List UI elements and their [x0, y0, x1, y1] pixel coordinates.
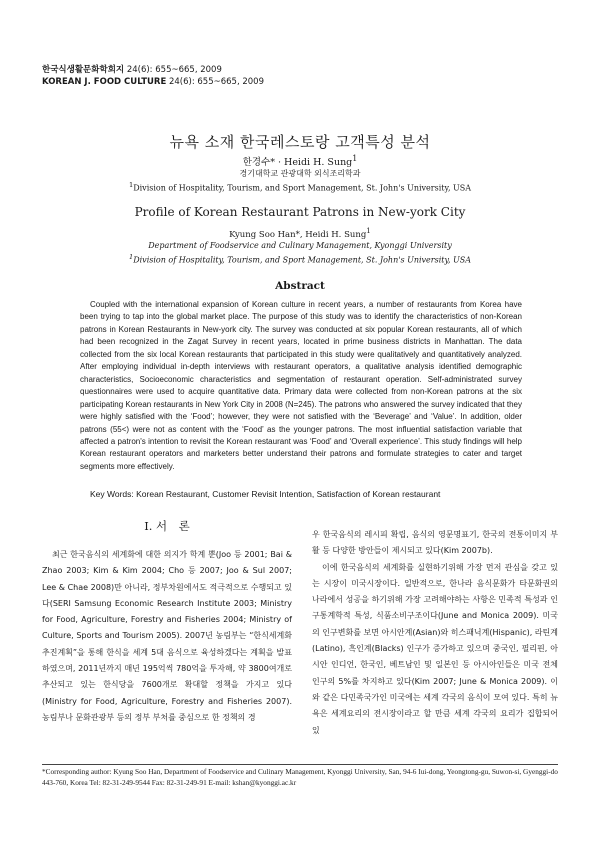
korean-authors [0, 154, 600, 168]
body-column-right [312, 527, 558, 739]
paragraph: 우 한국음식의 레시피 확립, 음식의 영문명표기, 한국의 전통이미지 부활 등 다양한 방안들이 제시되고 있다(Kim 2007b). [312, 530, 558, 556]
korean-affiliation: 경기대학교 관광대학 외식조리학과 [239, 169, 361, 178]
journal-volume: 24(6): 655~665, 2009 [124, 65, 222, 75]
body-column-left [42, 547, 292, 726]
keywords-label: Key Words: [90, 489, 134, 499]
english-title: Profile of Korean Restaurant Patrons in New-york City [134, 205, 466, 219]
paragraph: 이에 한국음식의 세계화를 실현하기위해 가장 먼저 관심을 갖고 있는 시장이 미국시장이다. 일반적으로, 한나라 음식문화가 타문화권의 나라에서 성공을 하기위해 가장 고려해야하는 사항은 민족적 특성과 인구통계학적 특성, 식품소비구조이다(June and Monica 2009). 미국의 인구변화를 보면 아시안계(Asian)와 히스패닉계(Hispanic), 라틴계(Latino), 흑인계(Blacks) 인구가 증가하고 있으며 중국인, 필리핀, 아시안 인디언, 한국인, 베트남인 및 일본인 등 아시아인들은 미국 전체 인구의 5%를 차지하고 있다(Kim 2007; June & Monica 2009). 이와 같은 다민족국가인 미국에는 세계 각국의 음식이 모여 있다. 특히 뉴욕은 세계요리의 전시장이라고 할 만큼 세계 각국의 요리가 집합되어 있 [312, 562, 558, 735]
english-author-sup: 1 [366, 226, 371, 235]
keywords [90, 489, 530, 499]
korean-author-names: 한경수* · Heidi H. Sung [242, 157, 353, 169]
korean-affiliation-2-sup: 1 [128, 181, 134, 189]
english-affiliation-2 [0, 253, 600, 265]
korean-affiliation-2-text: Division of Hospitality, Tourism, and Sport Management, St. John's University, USA [133, 183, 472, 193]
english-authors [0, 226, 600, 240]
journal-name-english: KOREAN J. FOOD CULTURE [42, 77, 167, 87]
english-affiliation: Department of Foodservice and Culinary Management, Kyonggi University [148, 241, 452, 250]
abstract-heading: Abstract [275, 280, 325, 292]
english-affiliation-2-text: Division of Hospitality, Tourism, and Sport Management, St. John's University, USA [133, 255, 472, 265]
paragraph: 최근 한국음식의 세계화에 대한 의지가 학계 뿐(Joo 등 2001; Bai & Zhao 2003; Kim & Kim 2004; Cho 등 2007; Joo & Sul 2007; Lee & Chae 2008)만 아니라, 정부차원에서도 적극적으로 수행되고 있다(SERI Samsung Economic Research Institute 2003; Ministry for Food, Agriculture, Forestry and Fisheries 2004; Ministry of Culture, Sports and Tourism 2005). 2007년 농림부는 “한식세계화 추진계획”을 통해 한식을 세계 5대 음식으로 육성하겠다는 계획을 발표하였으며, 2011년까지 매년 195억씩 780억을 투자해, 약 3800여개로 추산되고 있는 한식당을 7600개로 확대할 정책을 가지고 있다(Ministry for Food, Agriculture, Forestry and Fisheries 2007). 농림부나 문화관광부 등의 정부 부처를 중심으로 한 정책의 경 [42, 550, 292, 722]
footnote-divider [42, 764, 558, 765]
english-affiliation-2-sup: 1 [128, 253, 134, 261]
journal-name-korean: 한국식생활문화학회지 [42, 65, 125, 75]
section-heading: I. 서 론 [144, 519, 190, 533]
abstract-body: Coupled with the international expansion of Korean culture in recent years, a number of restaurants from Korea have been trying to tap into the global market place. The purpose of this study was to identify the characteristics of non-Korean patrons in Korean Restaurants in New-york city. The survey was conducted at six popular Korean restaurants, all of which had been recognized in the Zagat Survey in recent years, located in prime business districts in Manhattan. The data collected from the six local Korean restaurants that participated in this study were qualitatively and quantitatively analyzed. After employing individual in-depth interviews with restaurant operators, a qualitative analysis identified demographic characteristics, Socioeconomic characteristics and segmentation of restaurant operation. Self-administrated survey questionnaires were used to acquire quantitative data. Primary data were collected from non-Korean patrons at the six participating Korean restaurants in New York City in 2008 (N=245). The patrons who answered the survey indicated that they were highly satisfied with the ‘Food’; however, they were not satisfied with the ‘Beverage’ and ‘Value’. In addition, older patrons (55<) were not as content with the ‘Food’ as the younger patrons. The most influential satisfaction variable that affected a patron's intention to revisit the Korean restaurant was ‘Food’ and ‘Overall experience’. This study findings will help Korean restaurant operators and marketers better understand their patrons and formulate strategies to cater and target segments more effectively. [80, 300, 522, 471]
keywords-text: Korean Restaurant, Customer Revisit Intention, Satisfaction of Korean restaurant [133, 489, 441, 499]
corresponding-author-footnote: *Corresponding author: Kyung Soo Han, Department of Foodservice and Culinary Management, Kyonggi University, San, 94-6 Iui-dong, Yeongtong-gu, Suwon-si, Gyenggi-do 443-760, Korea Tel: 82-31-249-9544 Fax: 82-31-249-91 E-mail: kshan@kyonggi.ac.kr [42, 767, 558, 787]
journal-line-english [42, 76, 264, 88]
journal-volume-english: 24(6): 655~665, 2009 [166, 77, 264, 87]
korean-title: 뉴욕 소재 한국레스토랑 고객특성 분석 [169, 133, 431, 151]
journal-line-korean [42, 64, 264, 76]
journal-header [42, 64, 264, 88]
korean-affiliation-2 [0, 181, 600, 193]
english-author-names: Kyung Soo Han*, Heidi H. Sung [229, 229, 367, 240]
korean-author-sup: 1 [352, 154, 358, 163]
